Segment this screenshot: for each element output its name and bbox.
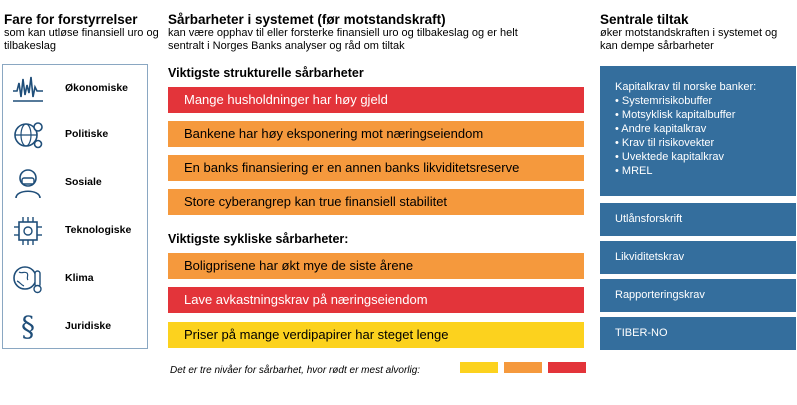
cyclical-heading: Viktigste sykliske sårbarheter: [168,232,349,246]
cyclical-vulnerability: Priser på mange verdipapirer har steget lenge [168,322,584,348]
economic-chart-icon [11,73,45,105]
threats-title: Fare for forstyrrelser [4,12,138,27]
section-sign-icon: § [21,310,35,343]
threat-social [3,163,149,203]
threat-political [3,115,149,155]
person-mask-icon [11,167,45,199]
structural-vulnerability: Mange husholdninger har høy gjeld [168,87,584,113]
virus-chip-icon [11,215,45,247]
threat-label: Politiske [65,128,109,140]
vulnerabilities-title: Sårbarheter i systemet (før motstandskraft) [168,12,446,27]
list-item: • Andre kapitalkrav [615,123,707,135]
threat-label: Teknologiske [65,224,132,236]
measures-title: Sentrale tiltak [600,12,689,27]
legend-swatch-yellow [460,362,498,373]
measure-box: Utlånsforskrift [600,203,796,236]
cyclical-vulnerability: Boligprisene har økt mye de siste årene [168,253,584,279]
vulnerabilities-subtitle: kan være opphav til eller forsterke finansiell uro og tilbakeslag og er helt sentralt i Norges Banks analyser og råd om tiltak [168,27,518,52]
structural-vulnerability: Bankene har høy eksponering mot næringseiendom [168,121,584,147]
list-item: • Uvektede kapitalkrav [615,151,725,163]
threat-label: Juridiske [65,320,112,332]
legend-swatch-orange [504,362,542,373]
measure-box: Rapporteringskrav [600,279,796,312]
globe-thermometer-icon [11,263,45,295]
list-item: • Krav til risikovekter [615,137,715,149]
list-item: • Motsyklisk kapitalbuffer [615,109,736,121]
severity-legend-text: Det er tre nivåer for sårbarhet, hvor rødt er mest alvorlig: [170,365,421,376]
structural-heading: Viktigste strukturelle sårbarheter [168,66,364,80]
measures-subtitle: øker motstandskraften i systemet og kan dempe sårbarheter [600,27,778,52]
threat-climate [3,259,149,299]
threat-economic [3,69,149,109]
threat-technological [3,211,149,251]
measure-box: Likviditetskrav [600,241,796,274]
structural-vulnerability: Store cyberangrep kan true finansiell stabilitet [168,189,584,215]
threat-label: Sosiale [65,176,102,188]
measure-box: TIBER-NO [600,317,796,350]
threat-label: Klima [65,272,94,284]
list-item: • MREL [615,165,653,177]
cyclical-vulnerability: Lave avkastningskrav på næringseiendom [168,287,584,313]
threats-panel [2,64,148,349]
threat-label: Økonomiske [65,82,129,94]
globe-gears-icon [11,119,45,151]
list-item: • Systemrisikobuffer [615,95,713,107]
legend-swatch-red [548,362,586,373]
threat-legal [3,307,149,347]
structural-vulnerability: En banks finansiering er en annen banks likviditetsreserve [168,155,584,181]
threats-subtitle: som kan utløse finansiell uro og tilbakeslag [4,27,159,52]
capital-requirements-box [600,66,796,196]
capital-heading: Kapitalkrav til norske banker: [615,81,757,93]
capital-list [615,94,796,178]
